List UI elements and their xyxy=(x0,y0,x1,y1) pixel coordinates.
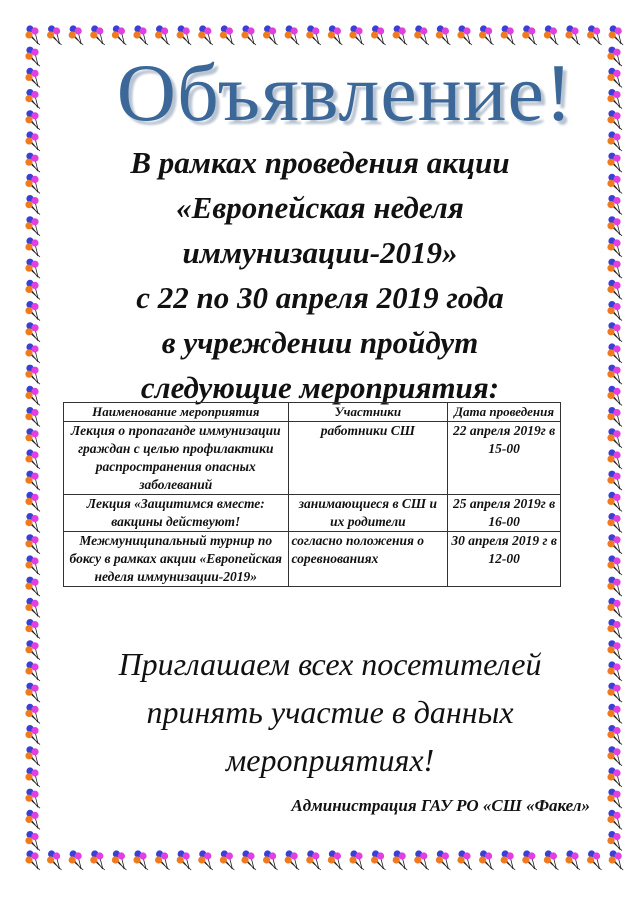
balloon-icon xyxy=(607,237,622,257)
balloon-icon xyxy=(25,767,40,787)
balloon-icon xyxy=(522,850,537,870)
balloon-icon xyxy=(414,25,429,45)
intro-line: иммунизации-2019» xyxy=(182,235,458,270)
balloon-icon xyxy=(25,343,40,363)
header-date: Дата проведения xyxy=(448,403,561,422)
balloon-icon xyxy=(285,850,300,870)
date-cell: 25 апреля 2019г в 16-00 xyxy=(448,495,561,532)
balloon-icon xyxy=(587,850,602,870)
balloon-icon xyxy=(69,25,84,45)
balloon-icon xyxy=(607,704,622,724)
balloon-icon xyxy=(607,513,622,533)
balloon-icon xyxy=(25,301,40,321)
balloon-icon xyxy=(607,174,622,194)
balloon-icon xyxy=(25,704,40,724)
balloon-icon xyxy=(25,619,40,639)
balloon-icon xyxy=(607,195,622,215)
balloon-icon xyxy=(25,174,40,194)
balloon-icon xyxy=(25,577,40,597)
balloon-icon xyxy=(25,322,40,342)
balloon-icon xyxy=(457,25,472,45)
balloon-icon xyxy=(607,407,622,427)
intro-line: в учреждении пройдут xyxy=(161,325,479,360)
balloon-icon xyxy=(25,386,40,406)
balloon-icon xyxy=(587,25,602,45)
balloon-icon xyxy=(607,471,622,491)
balloon-icon xyxy=(133,850,148,870)
balloon-icon xyxy=(607,449,622,469)
balloon-icon xyxy=(371,25,386,45)
balloon-icon xyxy=(25,237,40,257)
page-title: Объявление! xyxy=(116,47,574,138)
balloon-icon xyxy=(69,850,84,870)
balloon-icon xyxy=(609,25,624,45)
balloon-icon xyxy=(25,131,40,151)
balloon-icon xyxy=(112,850,127,870)
balloon-icon xyxy=(155,850,170,870)
balloon-icon xyxy=(607,322,622,342)
balloon-icon xyxy=(501,850,516,870)
balloon-icon xyxy=(112,25,127,45)
header-participants: Участники xyxy=(288,403,448,422)
balloon-icon xyxy=(25,68,40,88)
balloon-icon xyxy=(607,810,622,830)
balloon-icon xyxy=(25,259,40,279)
closing-line: принять участие в данных xyxy=(146,694,514,730)
date-cell: 30 апреля 2019 г в 12-00 xyxy=(448,532,561,587)
balloon-icon xyxy=(349,25,364,45)
balloon-icon xyxy=(90,25,105,45)
balloon-icon xyxy=(25,153,40,173)
balloon-icon xyxy=(306,25,321,45)
balloon-icon xyxy=(607,619,622,639)
balloon-icon xyxy=(198,850,213,870)
balloon-icon xyxy=(607,280,622,300)
balloon-icon xyxy=(263,25,278,45)
balloon-icon xyxy=(607,725,622,745)
balloon-icon xyxy=(436,25,451,45)
balloon-icon xyxy=(544,25,559,45)
balloon-icon xyxy=(25,407,40,427)
balloon-icon xyxy=(607,555,622,575)
participants-cell: занимающиеся в СШ и их родители xyxy=(288,495,448,532)
balloon-icon xyxy=(25,725,40,745)
balloon-icon xyxy=(25,110,40,130)
balloon-icon xyxy=(609,850,624,870)
balloon-icon xyxy=(607,428,622,448)
intro-line: В рамках проведения акции xyxy=(130,145,510,180)
balloon-icon xyxy=(285,25,300,45)
balloon-icon xyxy=(306,850,321,870)
balloon-icon xyxy=(607,577,622,597)
balloon-icon xyxy=(241,25,256,45)
balloon-icon xyxy=(607,492,622,512)
balloon-icon xyxy=(25,47,40,67)
balloon-icon xyxy=(25,640,40,660)
balloon-icon xyxy=(457,850,472,870)
balloon-icon xyxy=(501,25,516,45)
balloon-icon xyxy=(25,555,40,575)
balloon-icon xyxy=(25,746,40,766)
balloon-icon xyxy=(25,661,40,681)
balloon-icon xyxy=(220,850,235,870)
balloon-icon xyxy=(25,280,40,300)
event-cell: Межмуниципальный турнир по боксу в рамках акции «Европейская неделя иммунизации-2019» xyxy=(64,532,289,587)
table-row xyxy=(64,422,561,495)
balloon-icon xyxy=(607,534,622,554)
balloon-icon xyxy=(25,850,40,870)
balloon-icon xyxy=(47,25,62,45)
balloon-icon xyxy=(25,683,40,703)
balloon-icon xyxy=(25,25,40,45)
date-cell: 22 апреля 2019г в 15-00 xyxy=(448,422,561,495)
closing-line: мероприятиях! xyxy=(225,742,435,778)
balloon-icon xyxy=(393,850,408,870)
balloon-icon xyxy=(155,25,170,45)
intro-line: следующие мероприятия: xyxy=(140,370,500,405)
closing-text xyxy=(90,640,570,784)
balloon-icon xyxy=(25,534,40,554)
balloon-icon xyxy=(47,850,62,870)
closing-line: Приглашаем всех посетителей xyxy=(118,646,542,682)
balloon-icon xyxy=(90,850,105,870)
events-table xyxy=(63,402,561,587)
balloon-icon xyxy=(607,640,622,660)
balloon-icon xyxy=(607,767,622,787)
balloon-icon xyxy=(436,850,451,870)
balloon-icon xyxy=(25,195,40,215)
table-row xyxy=(64,532,561,587)
balloon-icon xyxy=(479,25,494,45)
balloon-icon xyxy=(328,25,343,45)
balloon-icon xyxy=(607,661,622,681)
signature: Администрация ГАУ РО «СШ «Факел» xyxy=(291,796,590,815)
participants-cell: работники СШ xyxy=(288,422,448,495)
balloon-icon xyxy=(25,492,40,512)
balloon-icon xyxy=(393,25,408,45)
balloon-icon xyxy=(565,25,580,45)
balloon-icon xyxy=(414,850,429,870)
balloon-icon xyxy=(607,683,622,703)
balloon-icon xyxy=(25,449,40,469)
event-cell: Лекция о пропаганде иммунизации граждан с целью профилактики распространения опасных заболеваний xyxy=(64,422,289,495)
header-event: Наименование мероприятия xyxy=(64,403,289,422)
balloon-icon xyxy=(25,831,40,851)
balloon-icon xyxy=(522,25,537,45)
balloon-icon xyxy=(607,598,622,618)
balloon-icon xyxy=(607,216,622,236)
table-row xyxy=(64,495,561,532)
intro-line: «Европейская неделя xyxy=(176,190,464,225)
balloon-icon xyxy=(371,850,386,870)
balloon-icon xyxy=(544,850,559,870)
balloon-icon xyxy=(607,343,622,363)
balloon-icon xyxy=(607,831,622,851)
balloon-icon xyxy=(177,25,192,45)
intro-text xyxy=(60,140,580,410)
balloon-icon xyxy=(263,850,278,870)
balloon-icon xyxy=(607,259,622,279)
balloon-icon xyxy=(607,386,622,406)
balloon-icon xyxy=(220,25,235,45)
intro-line: с 22 по 30 апреля 2019 года xyxy=(136,280,504,315)
balloon-icon xyxy=(25,365,40,385)
balloon-icon xyxy=(177,850,192,870)
balloon-icon xyxy=(25,810,40,830)
balloon-icon xyxy=(241,850,256,870)
balloon-icon xyxy=(25,789,40,809)
participants-cell: согласно положения о соревнованиях xyxy=(288,532,448,587)
balloon-icon xyxy=(25,471,40,491)
balloon-icon xyxy=(25,513,40,533)
balloon-icon xyxy=(198,25,213,45)
balloon-icon xyxy=(565,850,580,870)
balloon-icon xyxy=(607,789,622,809)
event-cell: Лекция «Защитимся вместе: вакцины действуют! xyxy=(64,495,289,532)
balloon-icon xyxy=(25,598,40,618)
balloon-icon xyxy=(607,153,622,173)
balloon-icon xyxy=(328,850,343,870)
balloon-icon xyxy=(607,746,622,766)
table-header-row xyxy=(64,403,561,422)
balloon-icon xyxy=(607,301,622,321)
balloon-icon xyxy=(349,850,364,870)
balloon-icon xyxy=(25,428,40,448)
balloon-icon xyxy=(479,850,494,870)
balloon-icon xyxy=(607,365,622,385)
balloon-icon xyxy=(25,216,40,236)
balloon-icon xyxy=(25,89,40,109)
balloon-icon xyxy=(133,25,148,45)
